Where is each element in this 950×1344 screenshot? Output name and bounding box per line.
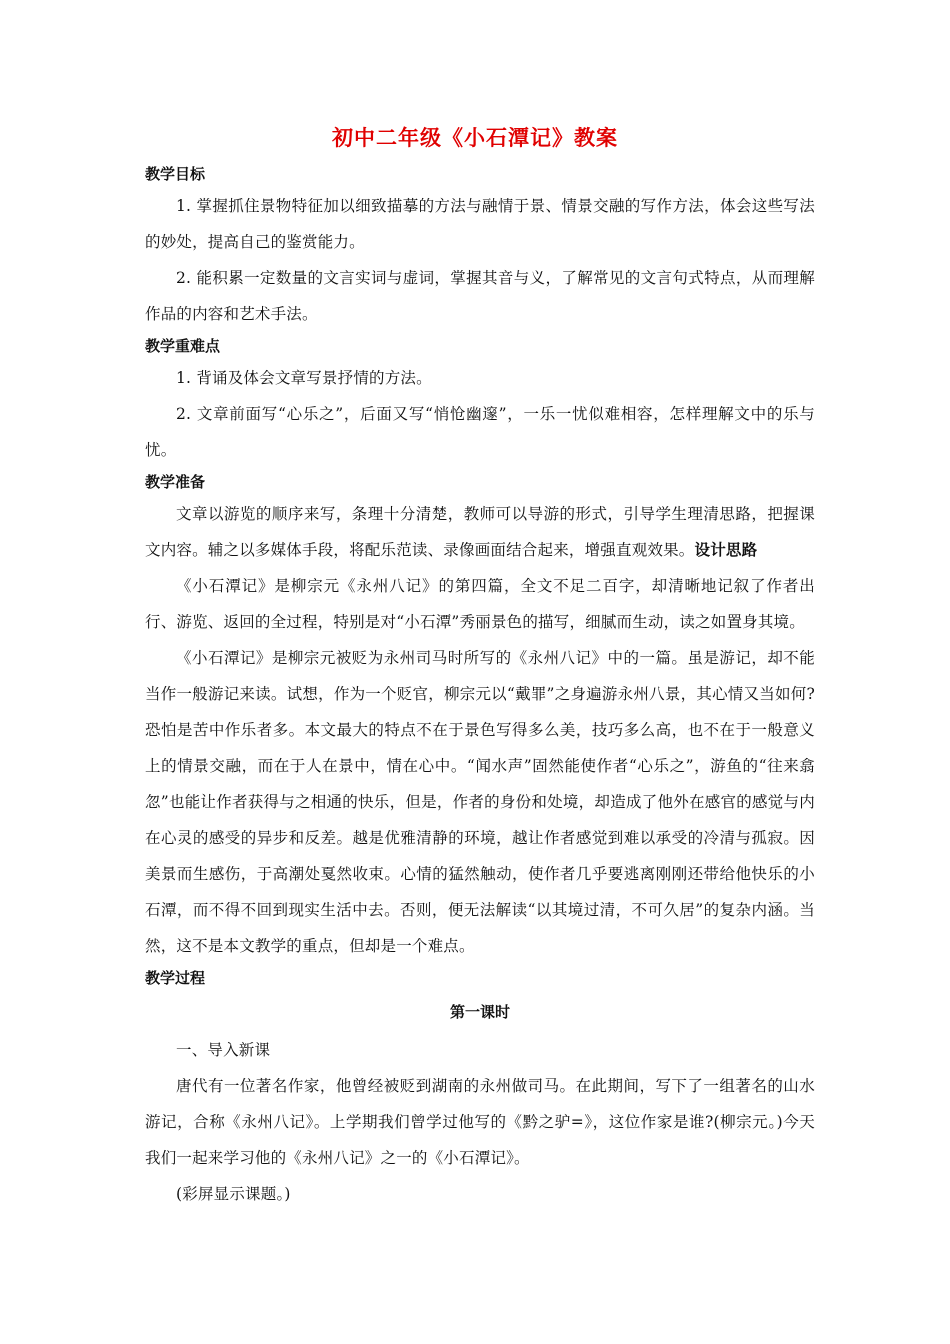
section-heading-key-points: 教学重难点 bbox=[145, 337, 221, 355]
section-heading-process: 教学过程 bbox=[145, 969, 206, 987]
paragraph: 1. 背诵及体会文章写景抒情的方法。 bbox=[176, 369, 432, 387]
paragraph: 《小石潭记》是柳宗元被贬为永州司马时所写的《永州八记》中的一篇。虽是游记，却不能当作一般游记来读。试想，作为一个贬官，柳宗元以“戴罪”之身遍游永州八景，其心情又当如何?恐怕是苦中作乐者多。本文最大的特点不在于景色写得多么美，技巧多么高，也不在于一般意义上的情景交融，而在于人在景中，情在心中。“闻水声”固然能使作者“心乐之”，游鱼的“往来翕忽”也能让作者获得与之相通的快乐，但是，作者的身份和处境，却造成了他外在感官的感觉与内在心灵的感受的异步和反差。越是优雅清静的环境，越让作者感觉到难以承受的冷清与孤寂。因美景而生感伤，于高潮处戛然收束。心情的猛然触动，使作者几乎要逃离刚刚还带给他快乐的小石潭，而不得不回到现实生活中去。否则，便无法解读“以其境过清，不可久居”的复杂内涵。当然，这不是本文教学的重点，但却是一个难点。 bbox=[145, 649, 815, 955]
paragraph: (彩屏显示课题。) bbox=[176, 1185, 291, 1203]
paragraph: 2. 能积累一定数量的文言实词与虚词，掌握其音与义，了解常见的文言句式特点，从而理解作品的内容和艺术手法。 bbox=[145, 269, 815, 323]
inline-heading-design: 设计思路 bbox=[694, 541, 758, 559]
paragraph: 1. 掌握抓住景物特征加以细致描摹的方法与融情于景、情景交融的写作方法，体会这些写法的妙处，提高自己的鉴赏能力。 bbox=[145, 197, 815, 251]
document-title: 初中二年级《小石潭记》教案 bbox=[332, 126, 618, 150]
lesson-title: 第一课时 bbox=[449, 1003, 510, 1021]
paragraph bbox=[145, 496, 815, 568]
paragraph: 《小石潭记》是柳宗元《永州八记》的第四篇，全文不足二百字，却清晰地记叙了作者出行、游览、返回的全过程，特别是对“小石潭”秀丽景色的描写，细腻而生动，读之如置身其境。 bbox=[145, 577, 815, 631]
paragraph-text: 文章以游览的顺序来写，条理十分清楚，教师可以导游的形式，引导学生理清思路，把握课文内容。辅之以多媒体手段，将配乐范读、录像画面结合起来，增强直观效果。 bbox=[145, 505, 815, 559]
paragraph: 一、导入新课 bbox=[176, 1041, 271, 1059]
paragraph: 2. 文章前面写“心乐之”，后面又写“悄怆幽邃”，一乐一忧似难相容，怎样理解文中的乐与忧。 bbox=[145, 405, 815, 459]
paragraph: 唐代有一位著名作家，他曾经被贬到湖南的永州做司马。在此期间，写下了一组著名的山水游记，合称《永州八记》。上学期我们曾学过他写的《黔之驴=》，这位作家是谁?(柳宗元。)今天我们一起来学习他的《永州八记》之一的《小石潭记》。 bbox=[145, 1077, 815, 1167]
section-heading-prep: 教学准备 bbox=[145, 473, 206, 491]
section-heading-goals: 教学目标 bbox=[145, 165, 206, 183]
document-body bbox=[145, 160, 815, 1212]
